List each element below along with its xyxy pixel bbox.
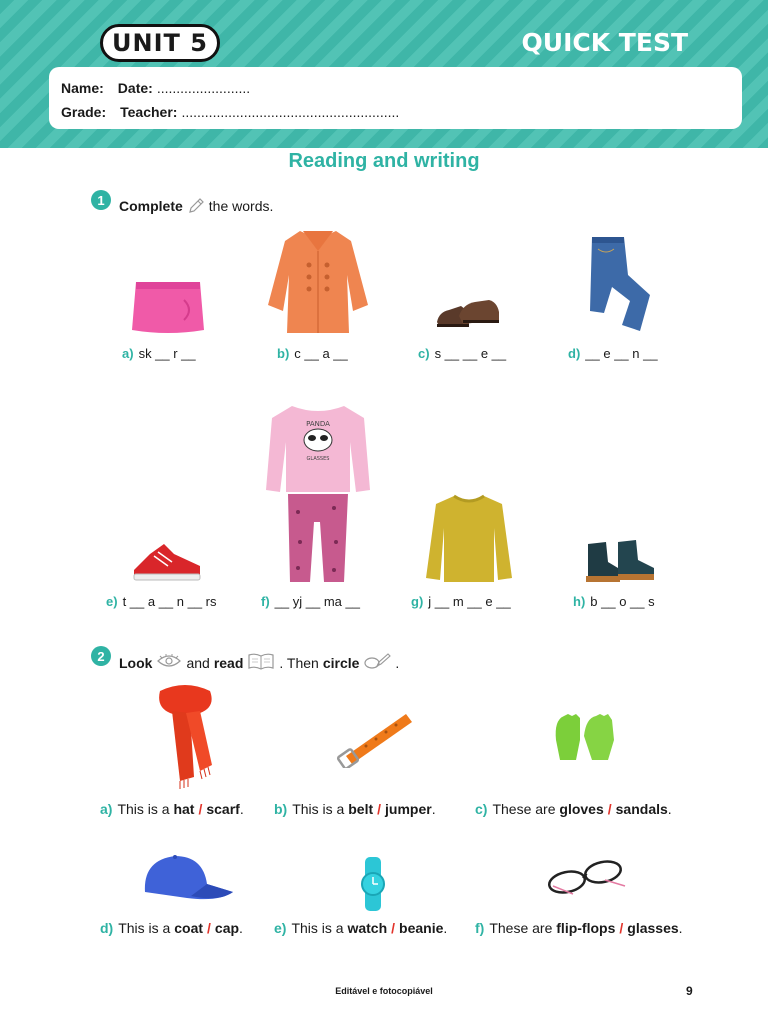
pyjama-print-top: PANDA	[306, 420, 330, 428]
grade-label: Grade:	[61, 104, 107, 120]
ex2-b-option-jumper[interactable]: jumper	[385, 801, 432, 817]
student-info-box	[49, 67, 742, 129]
ex2-item-a: a) This is a hat / scarf.	[100, 801, 244, 817]
ex1-item-f-text[interactable]: __ yj __ ma __	[274, 594, 360, 609]
ex1-item-a: a) sk __ r __	[122, 346, 196, 361]
ex1-item-h-text[interactable]: b __ o __ s	[590, 594, 655, 609]
teacher-label: Teacher:	[120, 104, 178, 120]
ex2-f-option-flip-flops[interactable]: flip-flops	[556, 920, 616, 936]
ex1-item-c-text[interactable]: s __ __ e __	[434, 346, 507, 361]
ex2-d-option-coat[interactable]: coat	[174, 920, 204, 936]
section-title: Reading and writing	[288, 150, 480, 172]
ex1-item-e-text[interactable]: t __ a __ n __ rs	[122, 594, 217, 609]
pyjama-print-bottom: GLASSES	[306, 456, 330, 462]
instruction-complete: Complete	[119, 198, 183, 214]
instruction-then: . Then	[279, 654, 319, 671]
boots-icon	[584, 538, 656, 584]
date-label: Date:	[117, 80, 153, 96]
ex2-a-option-scarf[interactable]: scarf	[206, 801, 240, 817]
ex2-f-option-glasses[interactable]: glasses	[627, 920, 679, 936]
shoes-icon	[435, 294, 501, 334]
ex2-item-d: d) This is a coat / cap.	[100, 920, 243, 936]
name-label: Name:	[61, 80, 104, 96]
footer-note: Editável e fotocopiável	[335, 986, 433, 996]
ex2-item-e: e) This is a watch / beanie.	[274, 920, 448, 936]
ex1-item-a-text[interactable]: sk __ r __	[138, 346, 196, 361]
info-row-name-date	[61, 76, 730, 100]
ex2-item-c: c) These are gloves / sandals.	[475, 801, 672, 817]
pencil-icon	[187, 197, 205, 215]
exercise-1-instruction	[119, 197, 273, 215]
exercise-2-number: 2	[91, 646, 111, 666]
ex1-item-g-text[interactable]: j __ m __ e __	[428, 594, 511, 609]
cap-icon	[139, 852, 235, 904]
ex2-c-option-gloves[interactable]: gloves	[559, 801, 604, 817]
glasses-icon	[545, 858, 627, 898]
info-row-grade-teacher	[61, 100, 730, 124]
ex1-item-g: g) j __ m __ e __	[411, 594, 511, 609]
ex1-item-b: b) c __ a __	[277, 346, 348, 361]
gloves-icon	[550, 710, 620, 766]
ex1-item-c: c) s __ __ e __	[418, 346, 507, 361]
skirt-icon	[128, 278, 208, 336]
ex2-item-b: b) This is a belt / jumper.	[274, 801, 436, 817]
coat-icon	[265, 225, 371, 337]
jeans-icon	[586, 235, 656, 335]
ex1-item-f: f) __ yj __ ma __	[261, 594, 360, 609]
ex2-e-option-watch[interactable]: watch	[347, 920, 388, 936]
instruction-read: read	[213, 654, 244, 671]
pyjamas-icon	[264, 402, 372, 584]
instruction-and: and	[186, 654, 210, 671]
book-icon	[247, 652, 275, 673]
instruction-circle: circle	[322, 654, 360, 671]
exercise-1-number: 1	[91, 190, 111, 210]
instruction-look: Look	[119, 654, 153, 671]
ex2-b-option-belt[interactable]: belt	[348, 801, 374, 817]
ex2-item-f: f) These are flip-flops / glasses.	[475, 920, 683, 936]
watch-icon	[355, 855, 391, 913]
date-field[interactable]: ........................	[156, 80, 251, 96]
exercise-2-instruction	[119, 652, 399, 673]
page-number: 9	[686, 984, 693, 998]
ex2-d-option-cap[interactable]: cap	[214, 920, 240, 936]
ex2-c-option-sandals[interactable]: sandals	[615, 801, 668, 817]
trainers-icon	[130, 532, 204, 584]
ex1-item-d-text[interactable]: __ e __ n __	[585, 346, 658, 361]
ex1-item-e: e) t __ a __ n __ rs	[106, 594, 217, 609]
ex1-item-b-text[interactable]: c __ a __	[294, 346, 348, 361]
instruction-end: .	[395, 654, 400, 671]
teacher-field[interactable]: ........................................................	[181, 104, 400, 120]
header-band	[0, 0, 768, 148]
ex2-a-option-hat[interactable]: hat	[173, 801, 195, 817]
ex1-item-d: d) __ e __ n __	[568, 346, 658, 361]
ex1-item-h: h) b __ o __ s	[573, 594, 655, 609]
instruction-rest: the words.	[208, 198, 274, 214]
ex2-e-option-beanie[interactable]: beanie	[399, 920, 444, 936]
scarf-icon	[150, 683, 220, 791]
belt-icon	[336, 706, 416, 768]
circle-pencil-icon	[363, 652, 391, 673]
quick-test-title: QUICK TEST	[521, 28, 688, 57]
jumper-icon	[424, 492, 514, 584]
unit-badge: UNIT 5	[100, 24, 220, 62]
eye-icon	[156, 653, 182, 672]
